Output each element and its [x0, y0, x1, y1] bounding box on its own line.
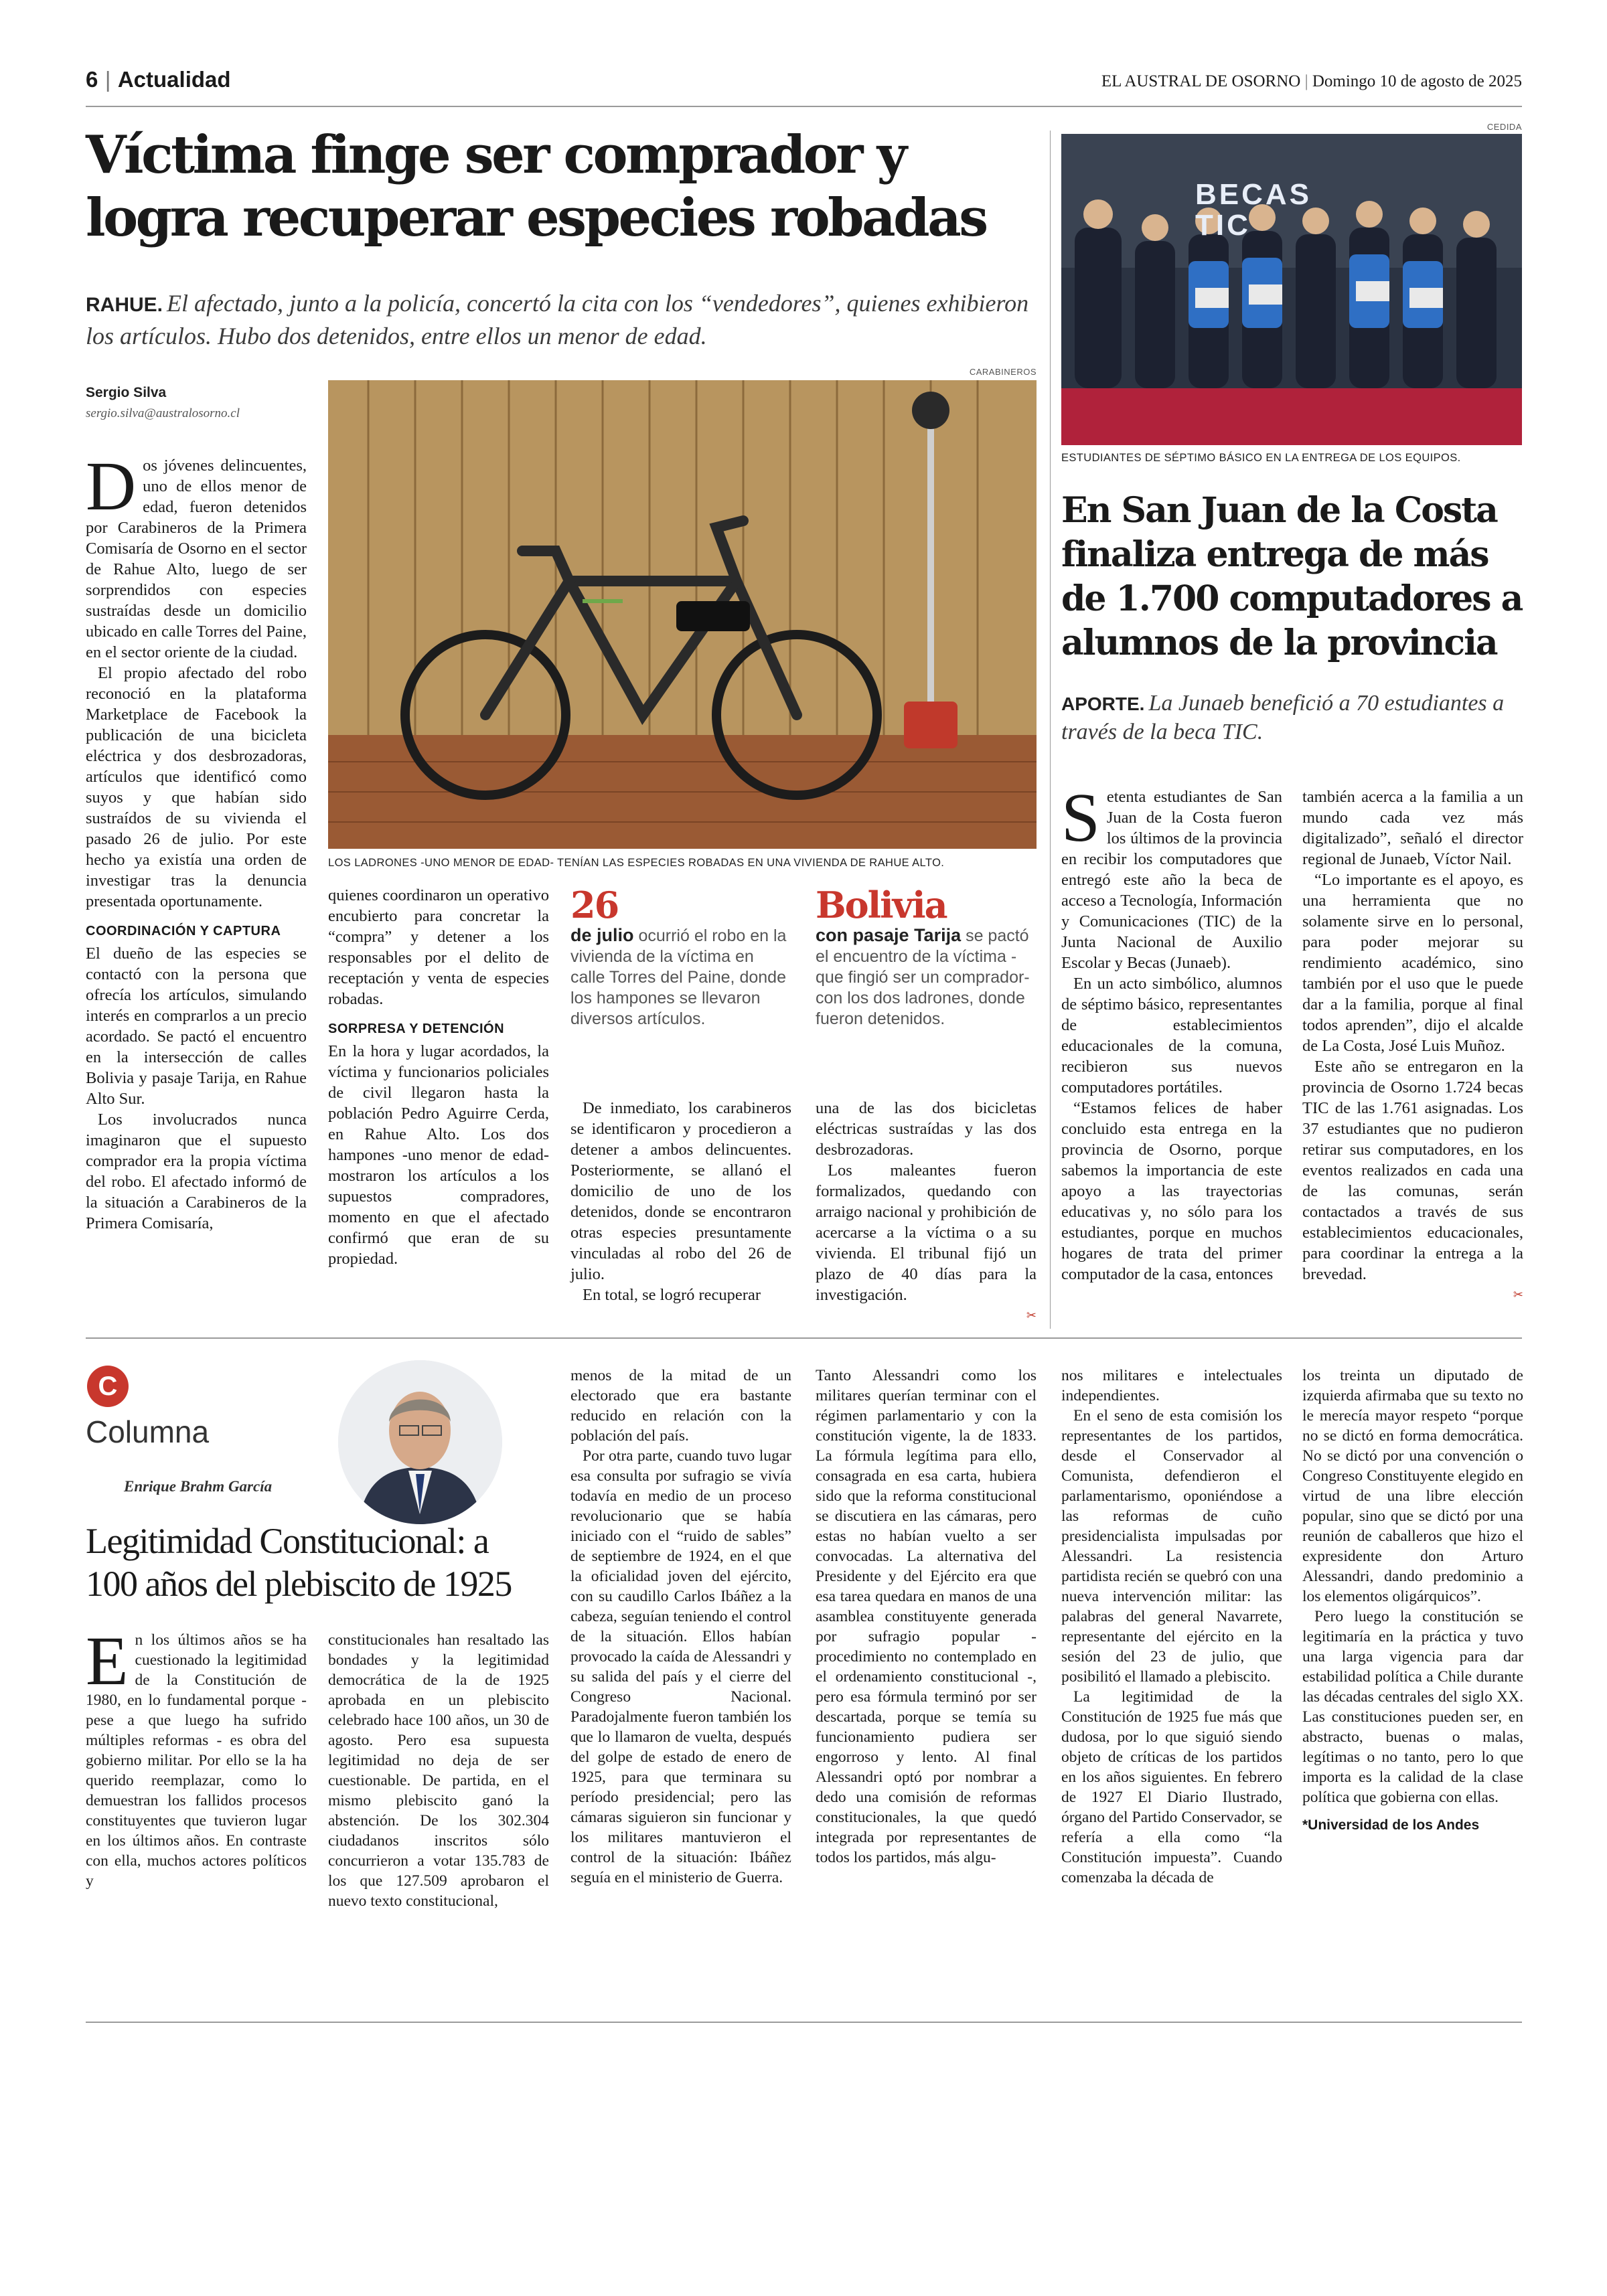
main-headline [86, 124, 1043, 250]
column-title-line2: 100 años del plebiscito de 1925 [86, 1564, 512, 1604]
main-col3-p2: En total, se logró recuperar [583, 1286, 761, 1304]
column-c5-p2: En el seno de esta comisión los representantes de los partidos, desde el Conservador al Comunista, defendieron el parlamentarismo, oponiéndose a las reformas de cuño presidencialista impulsadas por Alessandri. La resistencia partidista recién se quebró con una nueva intervención militar: las palabras del general Navarrete, representante del ejército en la sesión del 23 de julio, que posibilitó el llamado a plebiscito. [1061, 1407, 1282, 1686]
main-col-3 [570, 1098, 791, 1305]
column-col-1 [86, 1623, 307, 1891]
main-end-icon: ✂ [1026, 1309, 1037, 1323]
header-separator: | [104, 67, 111, 92]
main-col-4 [816, 1098, 1037, 1326]
column-c4-p1: Tanto Alessandri como los militares querían terminar con el régimen parlamentario y con la constitución vigente, la de 1833. La fórmula legítima para ello, consagrada en esa carta, hubiera sido que la reforma constitucional se discutiera en las cámaras, pero estas no habían vuelto a ser convocadas. La alternativa del Presidente y del Ejército era que esa tarea quedara en manos de una asamblea constituyente generada por sufragio popular - procedimiento no contemplado en el ordenamiento constitucional -, pero esa fórmula terminó por ser descartada, porque se temía su funcionamiento pudiera ser engorroso y lento. Al final Alessandri optó por nombrar a dedo una comisión de reformas constitucionales, la que quedó integrada por representantes de todos los partidos, más algu- [816, 1367, 1037, 1866]
main-deck-text: El afectado, junto a la policía, concertó la cita con los “vendedores”, quienes exhibieron los artículos. Hubo dos detenidos, entre ellos un menor de edad. [86, 290, 1029, 349]
side-headline-line3: de 1.700 computadores a [1061, 578, 1523, 619]
main-kicker: RAHUE. [86, 294, 163, 316]
column-col-2 [328, 1630, 549, 1911]
side-col2-p3: Este año se entregaron en la provincia de Osorno 1.724 becas TIC de las 1.761 asignadas. Los 37 estudiantes que no pudieron retirar sus computadores, en los eventos realizados en cada una de las comunas, serán contactados a través de sus establecimientos educacionales, para coordinar la entrega a la brevedad. [1302, 1058, 1523, 1283]
header-right: EL AUSTRAL DE OSORNO | Domingo 10 de agosto de 2025 [1101, 72, 1522, 90]
side-col2-p1: también acerca a la familia a un mundo cada vez más digitalizado”, señaló el director regional de Junaeb, Víctor Nail. [1302, 788, 1523, 868]
main-col1-p2: El propio afectado del robo reconoció en la plataforma Marketplace de Facebook la publicación de una bicicleta eléctrica y dos desbrozadoras, artículos que identificó como suyos y que habían sido sustraídos de su vivienda el pasado 26 de julio. Por este hecho ya existía una orden de investigar tras la denuncia presentada oportunamente. [86, 664, 307, 910]
column-col-3 [570, 1366, 791, 1888]
side-headline-line2: finaliza entrega de más [1061, 534, 1488, 575]
column-c5-p3: La legitimidad de la Constitución de 1925 fue más que dudosa, por lo que siguió siendo objeto de críticas de los partidos en los años siguientes. En febrero de 1927 El Diario Ilustrado, órgano del Partido Conservador, se refería a ella como “la Constitución impuesta”. Cuando comenzaba la década de [1061, 1688, 1282, 1886]
bicycle-photo-illustration [328, 380, 1037, 849]
main-col4-p2: Los maleantes fueron formalizados, quedando con arraigo nacional y prohibición de acercarse a la víctima o a su vivienda. El tribunal fijó un plazo de 40 días para la investigación. [816, 1161, 1037, 1304]
section-name: Actualidad [117, 67, 231, 92]
fact-box-date [570, 885, 791, 1030]
author-portrait-illustration [338, 1360, 502, 1524]
main-photo-credit: CARABINEROS [969, 367, 1037, 377]
side-dropcap: S [1061, 779, 1100, 856]
column-col-6 [1302, 1366, 1523, 1835]
side-photo-credit: CEDIDA [1486, 122, 1522, 132]
page-header [86, 67, 1522, 96]
side-col1-p1: etenta estudiantes de San Juan de la Costa fueron los últimos de la provincia en recibir los computadores que entregó este año la beca de acceso a Tecnología, Información y Comunicaciones (TIC) de la Junta Nacional de Auxilio Escolar y Becas (Junaeb). [1061, 788, 1282, 972]
side-kicker: APORTE. [1061, 693, 1145, 714]
side-deck [1061, 689, 1523, 746]
column-title-line1: Legitimidad Constitucional: a [86, 1521, 489, 1561]
main-headline-line1: Víctima finge ser comprador y [86, 125, 905, 185]
main-col4-p1: una de las dos bicicletas eléctricas sustraídas y las dos desbrozadoras. [816, 1099, 1037, 1159]
column-c3-p2: Por otra parte, cuando tuvo lugar esa consulta por sufragio se vivía todavía en medio de un proceso revolucionario que se había iniciado con el “ruido de sables” de septiembre de 1924, en el que la oficialidad joven del ejército, con su caudillo Carlos Ibáñez a la cabeza, seguían teniendo el control de la situación. Ellos habían provocado la caída de Alessandri y su salida del país y el cierre del Congreso Nacional. Paradojalmente fueron también los que lo llamaron de vuelta, después del golpe de estado de enero de 1925, para que terminara su período presidencial; pero las cámaras siguieron sin funcionar y los militares mantuvieron el control de la situación: Ibáñez seguía en el ministerio de Guerra. [570, 1447, 791, 1886]
main-col2-p2: En la hora y lugar acordados, la víctima y funcionarios policiales de civil llegaron hasta la población Pedro Aguirre Cerda, en Rahue Alto. Los dos hampones -uno menor de edad- mostraron los artículos a los supuestos compradores, momento en que el afectado confirmó que eran de su propiedad. [328, 1042, 549, 1268]
column-col-4 [816, 1366, 1037, 1868]
side-headline [1061, 489, 1523, 665]
column-c6-p1: los treinta un diputado de izquierda afirmaba que su texto no le merecía mayor respeto “porque no se dictó en forma democrática. No se dictó por una convención o Congreso Constituyente elegido en virtud de una libre elección popular, sino que se dictó por una reunión de caballeros que hizo el expresidente don Arturo Alessandri, dando predominio a los elementos oligárquicos”. [1302, 1367, 1523, 1605]
main-deck [86, 288, 1043, 351]
side-headline-line1: En San Juan de la Costa [1061, 490, 1497, 531]
side-photo-banner: BECAS TIC [1195, 178, 1312, 242]
main-col2-p1: quienes coordinaron un operativo encubierto para concretar la “compra” y detener a los responsables por el delito de receptación y venta de especies robadas. [328, 886, 549, 1008]
column-label: Columna [86, 1414, 210, 1449]
column-c6-p2: Pero luego la constitución se legitimaría en la práctica y tuvo una larga vigencia para dar estabilidad política a Chile durante las décadas centrales del siglo XX. Las constituciones pueden ser, en abstracto, buenas o malas, legítimas o no tanto, pero lo que importa es la calidad de la clase política que gobierna con ellas. [1302, 1608, 1523, 1806]
main-col-2 [328, 885, 549, 1269]
side-headline-line4: alumnos de la provincia [1061, 623, 1497, 663]
column-dropcap: E [86, 1623, 129, 1700]
main-subhead-2: SORPRESA Y DETENCIÓN [328, 1021, 505, 1036]
page-number: 6 [86, 67, 98, 92]
header-rule [86, 106, 1522, 107]
side-col-2 [1302, 787, 1523, 1305]
author-portrait [338, 1360, 502, 1524]
column-affiliation: *Universidad de los Andes [1302, 1817, 1480, 1833]
fact-date-big: 26 [570, 884, 619, 926]
main-col3-p1: De inmediato, los carabineros se identificaron y procedieron a detener a ambos delincuentes. Posteriormente, se allanó el domicilio de uno de los detenidos, donde se encontraron otras especies presuntamente vinculadas al robo del 26 de julio. [570, 1099, 791, 1283]
side-photo-caption: ESTUDIANTES DE SÉPTIMO BÁSICO EN LA ENTREGA DE LOS EQUIPOS. [1061, 452, 1461, 464]
side-col-1 [1061, 779, 1282, 1285]
fact-place-text: se pactó el encuentro de la víctima -que fingió ser un comprador- con los dos ladrones, donde fueron detenidos. [816, 926, 1030, 1028]
column-title [86, 1520, 568, 1605]
vertical-divider [1050, 131, 1051, 1329]
main-col1-p3: El dueño de las especies se contactó con la persona que ofrecía los artículos, simulando interés en comprarlos a un precio acordado. Se pactó el encuentro en la intersección de calles Bolivia y pasaje Tarija, en Rahue Alto Sur. [86, 945, 307, 1108]
main-headline-line2: logra recuperar especies robadas [86, 187, 986, 248]
side-photo [1061, 134, 1522, 445]
fact-box-place [816, 885, 1037, 1030]
main-col1-p1: os jóvenes delincuentes, uno de ellos menor de edad, fueron detenidos por Carabineros de la Primera Comisaría de Osorno en el sector de Rahue Alto, luego de ser sorprendidos con especies sustraídas desde un domicilio ubicado en calle Torres del Paine, en el sector oriente de la ciudad. [86, 457, 307, 661]
side-end-icon: ✂ [1513, 1288, 1523, 1302]
byline-email: sergio.silva@australosorno.cl [86, 406, 240, 420]
column-c2: constitucionales han resaltado las bondades y la legitimidad democrática de la de 1925 aprobada en un plebiscito celebrado hace 100 años, un 30 de agosto. Pero esa supuesta legitimidad no deja de ser cuestionable. De partida, en el mismo plebiscito ganó la abstención. De los 302.304 ciudadanos inscritos sólo concurrieron a votar 135.783 de los que 127.509 aprobaron el nuevo texto constitucional, [328, 1631, 549, 1910]
side-col2-p2: “Lo importante es el apoyo, es una herramienta que no solamente sirve en lo personal, para poder mejorar su rendimiento académico, sino también por el uso que le puede dar a la familia, porque al final todos aprenden”, dijo el alcalde de La Costa, José Luis Muñoz. [1302, 871, 1523, 1055]
fact-place-big: Bolivia [816, 884, 947, 926]
column-c1: n los últimos años se ha cuestionado la legitimidad de la Constitución de 1980, en lo fundamental porque - pese a que luego ha sufrido múltiples reformas - es obra del gobierno militar. Por ello se la ha querido reemplazar, como lo demuestran los fallidos procesos constituyentes que tuvieron lugar en los últimos años. En contraste con ella, muchos actores políticos y [86, 1631, 307, 1890]
byline [86, 385, 307, 421]
side-deck-text: La Junaeb benefició a 70 estudiantes a través de la beca TIC. [1061, 691, 1505, 744]
main-col-1 [86, 448, 307, 1234]
section-rule [86, 1337, 1522, 1339]
side-col1-p2: En un acto simbólico, alumnos de séptimo básico, representantes de establecimientos educacionales de la comuna, recibieron sus nuevos computadores portátiles. [1061, 975, 1282, 1096]
fact-place-sub: con pasaje Tarija [816, 925, 962, 945]
publication-name: EL AUSTRAL DE OSORNO [1101, 72, 1301, 90]
fact-date-sub: de julio [570, 925, 634, 945]
main-subhead-1: COORDINACIÓN Y CAPTURA [86, 924, 281, 938]
column-author: Enrique Brahm García [124, 1478, 273, 1495]
byline-name: Sergio Silva [86, 385, 167, 400]
side-col1-p3: “Estamos felices de haber concluido esta entrega en la provincia de Osorno, porque sabemos la importancia de este apoyo a las trayectorias educativas y, no sólo para los estudiantes, porque en muchos hogares de trata del primer computador de la casa, entonces [1061, 1099, 1282, 1283]
publication-date: Domingo 10 de agosto de 2025 [1312, 72, 1522, 90]
column-badge: C [87, 1366, 129, 1407]
bottom-rule [86, 2022, 1522, 2023]
main-col1-p4: Los involucrados nunca imaginaron que el supuesto comprador era la propia víctima del robo. El afectado informó de la situación a Carabineros de la Primera Comisaría, [86, 1111, 307, 1232]
fact-date-text: ocurrió el robo en la vivienda de la víctima en calle Torres del Paine, donde los hampones se llevaron diversos artículos. [570, 926, 787, 1028]
main-photo [328, 380, 1037, 849]
column-c5-p1: nos militares e intelectuales independientes. [1061, 1367, 1282, 1404]
main-dropcap: D [86, 448, 137, 525]
main-photo-caption: LOS LADRONES -UNO MENOR DE EDAD- TENÍAN LAS ESPECIES ROBADAS EN UNA VIVIENDA DE RAHUE ALTO. [328, 857, 945, 869]
column-c3-p1: menos de la mitad de un electorado que era bastante reducido en relación con la población del país. [570, 1367, 791, 1445]
column-col-5 [1061, 1366, 1282, 1888]
